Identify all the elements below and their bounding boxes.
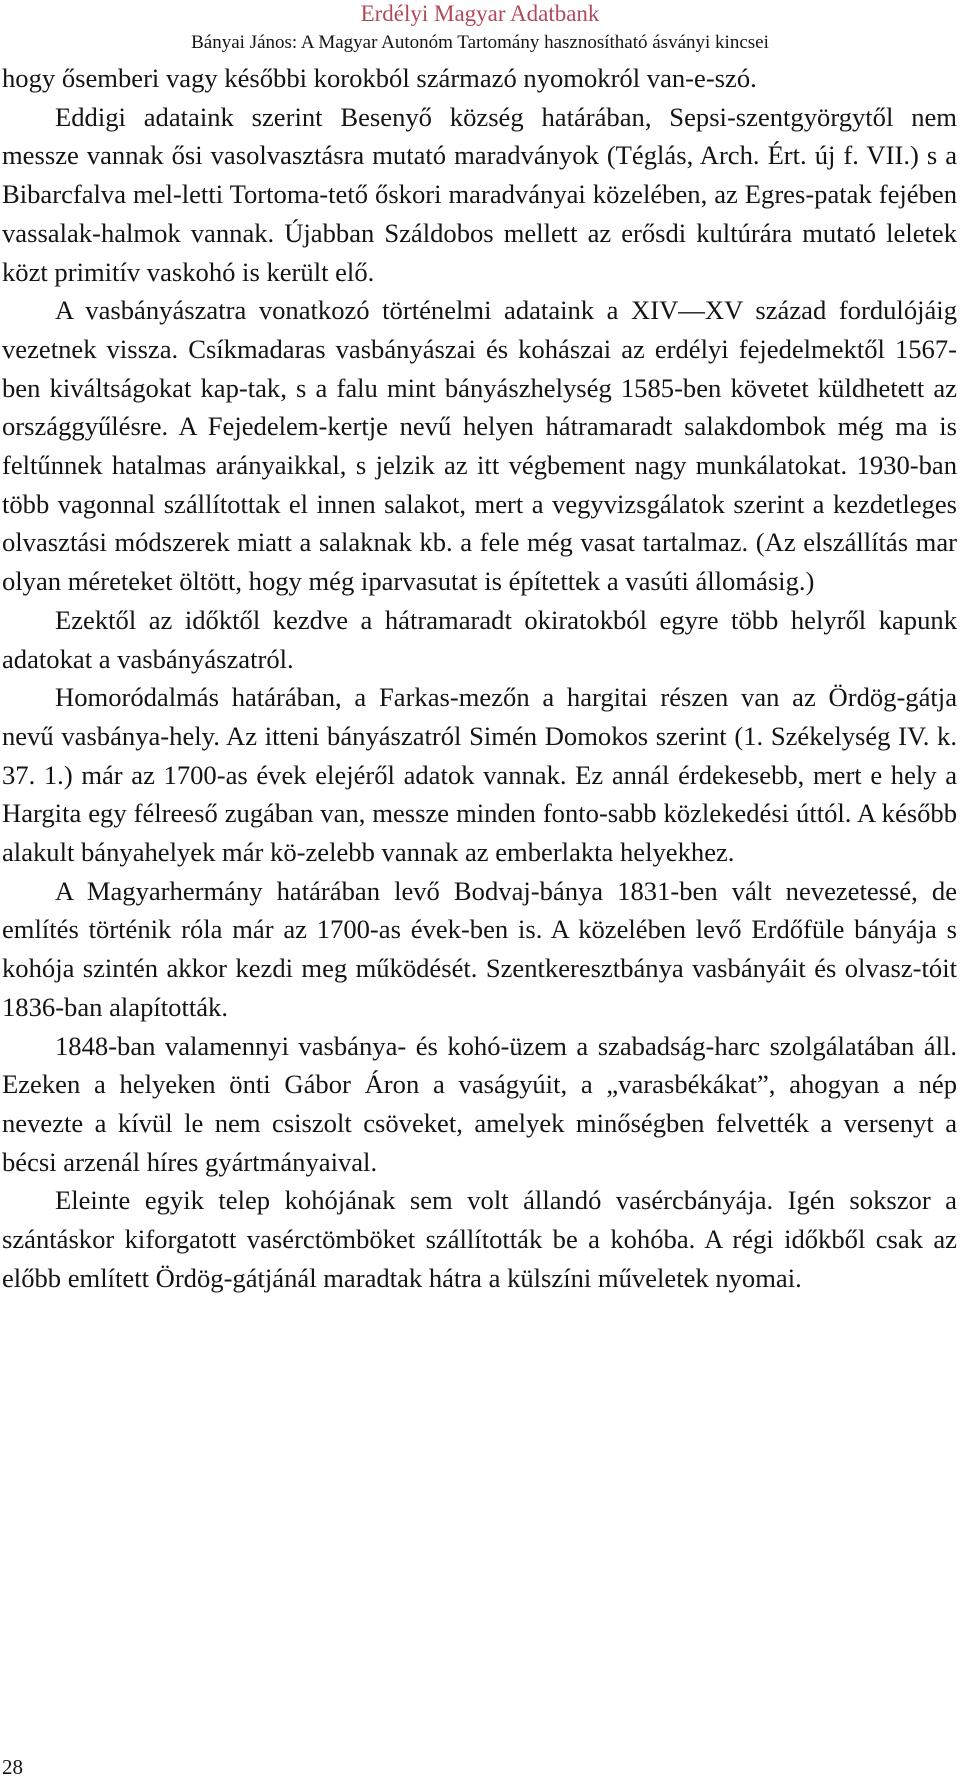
paragraph-7: 1848-ban valamennyi vasbánya- és kohó-üzem a szabadság-harc szolgálatában áll. Ezeken a helyeken önti Gábor Áron a vaságyúit, a „varasbékákat”, ahogyan a nép nevezte a kívül le nem csiszolt csöveket, amelyek minőségben felvették a versenyt a bécsi arzenál híres gyártmányaival. <box>2 1030 957 1177</box>
paragraph-2: Eddigi adataink szerint Besenyő község határában, Sepsi-szentgyörgytől nem messze vannak ősi vasolvasztásra mutató maradványok (Téglás, Arch. Ért. új f. VII.) s a Bibarcfalva mel-letti Tortoma-tető őskori maradványai közelében, az Egres-patak fejében vassalak-halmok vannak. Újabban Száldobos mellett az erősdi kultúrára mutató leletek közt primitív vaskohó is került elő. <box>2 101 957 287</box>
site-title[interactable]: Erdélyi Magyar Adatbank <box>360 1 600 26</box>
paragraph-1: hogy ősemberi vagy későbbi korokból származó nyomokról van-e-szó. <box>2 63 757 93</box>
paragraph-3: A vasbányászatra vonatkozó történelmi adataink a XIV—XV század fordulójáig vezetnek vissza. Csíkmadaras vasbányászai és kohászai az erdélyi fejedelmektől 1567-ben kiváltságokat kap-tak, s a falu mint bányászhelység 1585-ben követet küldhetett az országgyűlésre. A Fejedelem-kertje nevű helyen hátramaradt salakdombok még ma is feltűnnek hatalmas arányaikkal, s jelzik az itt végbement nagy munkálatokat. 1930-ban több vagonnal szállítottak el innen salakot, mert a vegyvizsgálatok szerint a kezdetleges olvasztási módszerek miatt a salaknak kb. a fele még vasat tartalmaz. (Az elszállítás mar olyan méreteket öltött, hogy még iparvasutat is építettek a vasúti állomásig.) <box>2 295 957 597</box>
book-title: Bányai János: A Magyar Autonóm Tartomány hasznosítható ásványi kincsei <box>191 32 769 53</box>
document-body <box>2 59 957 1298</box>
page-header <box>0 0 960 55</box>
paragraph-5: Homoródalmás határában, a Farkas-mezőn a hargitai részen van az Ördög-gátja nevű vasbánya-hely. Az itteni bányászatról Simén Domokos szerint (1. Székelység IV. k. 37. 1.) már az 1700-as évek elejéről adatok vannak. Ez annál érdekesebb, mert e hely a Hargita egy félreeső zugában van, messze minden fonto-sabb közlekedési úttól. A később alakult bányahelyek már kö-zelebb vannak az emberlakta helyekhez. <box>2 682 957 868</box>
paragraph-6: A Magyarhermány határában levő Bodvaj-bánya 1831-ben vált nevezetessé, de említés történik róla már az 1700-as évek-ben is. A közelében levő Erdőfüle bányája s kohója szintén akkor kezdi meg működését. Szentkeresztbánya vasbányáit és olvasz-tóit 1836-ban alapították. <box>2 875 957 1022</box>
paragraph-4: Ezektől az időktől kezdve a hátramaradt okiratokból egyre több helyről kapunk adatokat a vasbányászatról. <box>2 604 957 674</box>
paragraph-8: Eleinte egyik telep kohójának sem volt állandó vasércbányája. Igén sokszor a szántáskor kiforgatott vasérctömböket szállították be a kohóba. A régi időkből csak az előbb említett Ördög-gátjánál maradtak hátra a külszíni műveletek nyomai. <box>2 1185 957 1293</box>
page-number: 28 <box>2 1755 23 1779</box>
